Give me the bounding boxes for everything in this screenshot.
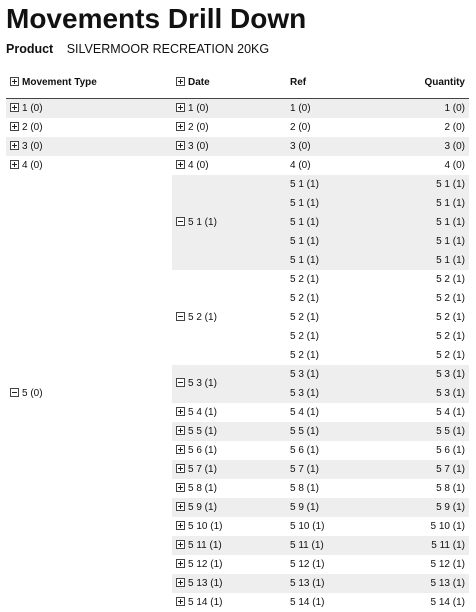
ref-cell: 4 (0) [290,160,311,171]
ref-cell: 3 (0) [290,141,311,152]
ref-cell: 5 9 (1) [290,502,319,513]
quantity-cell: 1 (0) [444,103,465,114]
ref-cell: 5 2 (1) [290,312,319,323]
date-cell[interactable]: 5 13 (1) [176,574,222,593]
plus-box-icon[interactable] [176,559,185,568]
quantity-cell: 5 2 (1) [436,331,465,342]
product-value: SILVERMOOR RECREATION 20KG [66,42,270,56]
date-cell[interactable]: 5 11 (1) [176,536,222,555]
ref-cell: 5 1 (1) [290,179,319,190]
date-cell[interactable]: 3 (0) [176,137,209,156]
quantity-cell: 5 2 (1) [436,350,465,361]
ref-cell: 5 12 (1) [290,559,325,570]
date-cell[interactable]: 5 1 (1) [176,175,217,270]
quantity-cell: 3 (0) [444,141,465,152]
plus-box-icon[interactable] [10,122,19,131]
ref-cell: 5 1 (1) [290,217,319,228]
date-cell[interactable]: 5 10 (1) [176,517,222,536]
plus-box-icon[interactable] [10,77,19,86]
quantity-cell: 5 1 (1) [436,255,465,266]
ref-cell: 5 13 (1) [290,578,325,589]
plus-box-icon[interactable] [176,578,185,587]
movement-type-cell[interactable]: 1 (0) [10,99,43,118]
ref-cell: 5 3 (1) [290,369,319,380]
quantity-cell: 5 8 (1) [436,483,465,494]
movement-type-cell[interactable]: 3 (0) [10,137,43,156]
plus-box-icon[interactable] [176,141,185,150]
plus-box-icon[interactable] [176,540,185,549]
ref-cell: 5 2 (1) [290,331,319,342]
plus-box-icon[interactable] [10,103,19,112]
plus-box-icon[interactable] [176,407,185,416]
date-cell[interactable]: 2 (0) [176,118,209,137]
quantity-cell: 5 9 (1) [436,502,465,513]
minus-box-icon[interactable] [176,217,185,226]
ref-cell: 5 8 (1) [290,483,319,494]
quantity-cell: 5 12 (1) [430,559,465,570]
ref-cell: 2 (0) [290,122,311,133]
ref-cell: 5 7 (1) [290,464,319,475]
quantity-cell: 5 6 (1) [436,445,465,456]
plus-box-icon[interactable] [176,77,185,86]
quantity-cell: 5 4 (1) [436,407,465,418]
ref-cell: 5 3 (1) [290,388,319,399]
quantity-cell: 5 1 (1) [436,179,465,190]
quantity-cell: 5 1 (1) [436,217,465,228]
header-movement-type[interactable]: Movement Type [10,73,97,92]
quantity-cell: 5 7 (1) [436,464,465,475]
ref-cell: 5 11 (1) [290,540,324,551]
movement-type-cell[interactable]: 4 (0) [10,156,43,175]
quantity-cell: 5 3 (1) [436,388,465,399]
quantity-cell: 5 1 (1) [436,198,465,209]
date-cell[interactable]: 5 12 (1) [176,555,222,574]
quantity-cell: 5 1 (1) [436,236,465,247]
plus-box-icon[interactable] [176,464,185,473]
ref-cell: 5 1 (1) [290,255,319,266]
minus-box-icon[interactable] [176,312,185,321]
quantity-cell: 5 13 (1) [430,578,465,589]
header-quantity: Quantity [424,77,465,88]
ref-cell: 5 2 (1) [290,350,319,361]
quantity-cell: 5 10 (1) [430,521,465,532]
quantity-cell: 5 3 (1) [436,369,465,380]
quantity-cell: 5 2 (1) [436,312,465,323]
date-cell[interactable]: 5 9 (1) [176,498,217,517]
quantity-cell: 4 (0) [444,160,465,171]
plus-box-icon[interactable] [176,160,185,169]
ref-cell: 5 6 (1) [290,445,319,456]
header-ref: Ref [290,77,307,88]
ref-cell: 5 1 (1) [290,198,319,209]
date-cell[interactable]: 5 14 (1) [176,593,222,612]
date-cell[interactable]: 5 7 (1) [176,460,217,479]
product-label: Product [6,42,54,56]
date-cell[interactable]: 5 8 (1) [176,479,217,498]
date-cell[interactable]: 5 6 (1) [176,441,217,460]
ref-cell: 5 10 (1) [290,521,325,532]
header-date[interactable]: Date [176,73,210,92]
ref-cell: 1 (0) [290,103,311,114]
ref-cell: 5 1 (1) [290,236,319,247]
date-cell[interactable]: 5 2 (1) [176,270,217,365]
quantity-cell: 5 11 (1) [431,540,465,551]
quantity-cell: 5 14 (1) [430,597,465,608]
movement-type-cell[interactable]: 2 (0) [10,118,43,137]
plus-box-icon[interactable] [176,426,185,435]
plus-box-icon[interactable] [176,103,185,112]
plus-box-icon[interactable] [176,521,185,530]
ref-cell: 5 2 (1) [290,293,319,304]
plus-box-icon[interactable] [176,122,185,131]
quantity-cell: 5 2 (1) [436,293,465,304]
plus-box-icon[interactable] [10,160,19,169]
quantity-cell: 5 2 (1) [436,274,465,285]
ref-cell: 5 2 (1) [290,274,319,285]
ref-cell: 5 4 (1) [290,407,319,418]
movement-type-cell[interactable]: 5 (0) [10,175,43,612]
plus-box-icon[interactable] [176,502,185,511]
date-cell[interactable]: 5 5 (1) [176,422,217,441]
quantity-cell: 2 (0) [444,122,465,133]
date-cell[interactable]: 4 (0) [176,156,209,175]
minus-box-icon[interactable] [176,378,185,387]
plus-box-icon[interactable] [10,141,19,150]
date-cell[interactable]: 1 (0) [176,99,209,118]
plus-box-icon[interactable] [176,445,185,454]
page-title: Movements Drill Down [6,3,307,34]
ref-cell: 5 5 (1) [290,426,319,437]
minus-box-icon[interactable] [10,388,19,397]
quantity-cell: 5 5 (1) [436,426,465,437]
plus-box-icon[interactable] [176,483,185,492]
plus-box-icon[interactable] [176,597,185,606]
ref-cell: 5 14 (1) [290,597,325,608]
date-cell[interactable]: 5 3 (1) [176,365,217,403]
date-cell[interactable]: 5 4 (1) [176,403,217,422]
